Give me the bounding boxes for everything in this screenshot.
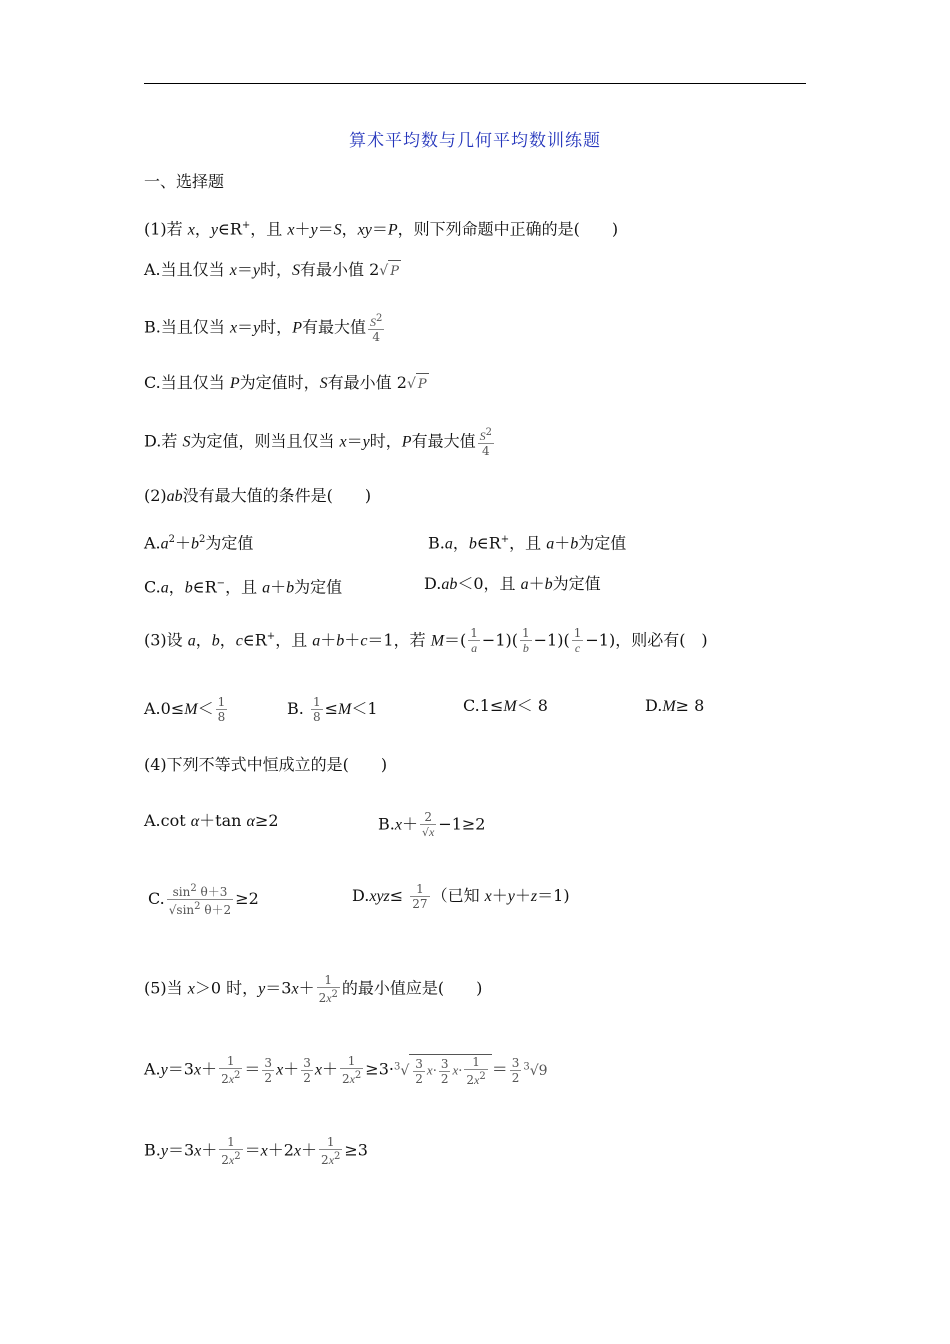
q5-option-b: B.y＝3x＋ $\frac{1}{2x^2}$ ＝x＋2x＋ $\frac{1}{2x^2}$ ≥3	[144, 1135, 368, 1167]
q3-option-c: C.1≤M＜ 8	[463, 696, 548, 715]
q5-option-a: A.y＝3x＋ $\frac{1}{2x^2}$ ＝ $\frac{3}{2}$ x＋ $\frac{3}{2}$ x＋ $\frac{1}{2x^2}$ ≥3·$^3$√ $\frac{3}{2}$ x· $\frac{3}{2}$ x· $\frac{1}{2x^2}$ ＝ $\frac{3}{2}$ $^3$√9	[144, 1054, 548, 1087]
q1-option-b: B.当且仅当 x＝y时，P有最大值 $\frac{S^2}{4}$	[144, 313, 383, 344]
q5-stem: (5)当 x＞0 时，y＝3x＋ $\frac{1}{2x^2}$ 的最小值应是( )	[144, 973, 483, 1005]
q3-option-b: B. $\frac{1}{8}$ ≤M＜1	[287, 695, 378, 724]
q2-option-d: D.ab＜0，且 a＋b为定值	[424, 574, 601, 593]
q4-stem: (4)下列不等式中恒成立的是( )	[144, 755, 388, 774]
q1-option-a: A.当且仅当 x＝y时，S有最小值 2√ P	[144, 259, 401, 283]
q2-option-b: B.a，b∈R+，且 a＋b为定值	[428, 533, 627, 553]
section-heading: 一、选择题	[144, 172, 225, 191]
q4-option-c: C. $\frac{\sin^2 \theta+3}{√\sin^2 \theta+2}$ ≥2	[148, 883, 259, 917]
q2-option-c: C.a，b∈R−，且 a＋b为定值	[144, 577, 343, 597]
q1-stem: (1)若 x，y∈R+，且 x＋y＝S，xy＝P，则下列命题中正确的是( )	[144, 219, 619, 239]
q3-option-d: D.M≥ 8	[645, 696, 705, 715]
q2-option-a: $A.a^2+b^2$为定值	[144, 533, 254, 553]
q4-option-d: D.xyz≤ $\frac{1}{27}$ （已知 x＋y＋z＝1)	[352, 882, 570, 911]
header-rule	[144, 83, 806, 84]
page-title: 算术平均数与几何平均数训练题	[349, 131, 601, 151]
q2-stem: (2)ab没有最大值的条件是( )	[144, 486, 372, 505]
q3-stem: (3)设 a，b，c∈R+，且 a＋b＋c＝1，若 M＝( $\frac{1}{a}$ −1)( $\frac{1}{b}$ −1)( $\frac{1}{c}$ −1)，则必有( )	[144, 626, 708, 656]
q4-option-a: A.cot α＋tan α≥2	[144, 811, 279, 830]
q1-option-c: C.当且仅当 P为定值时，S有最小值 2√ P	[144, 372, 429, 396]
q4-option-b: B.x＋ $\frac{2}{√x}$ −1≥2	[378, 810, 486, 839]
q1-option-d: D.若 S为定值，则当且仅当 x＝y时，P有最大值 $\frac{S^2}{4}$	[144, 427, 492, 458]
q3-option-a: A.0≤M＜ $\frac{1}{8}$	[144, 695, 226, 724]
